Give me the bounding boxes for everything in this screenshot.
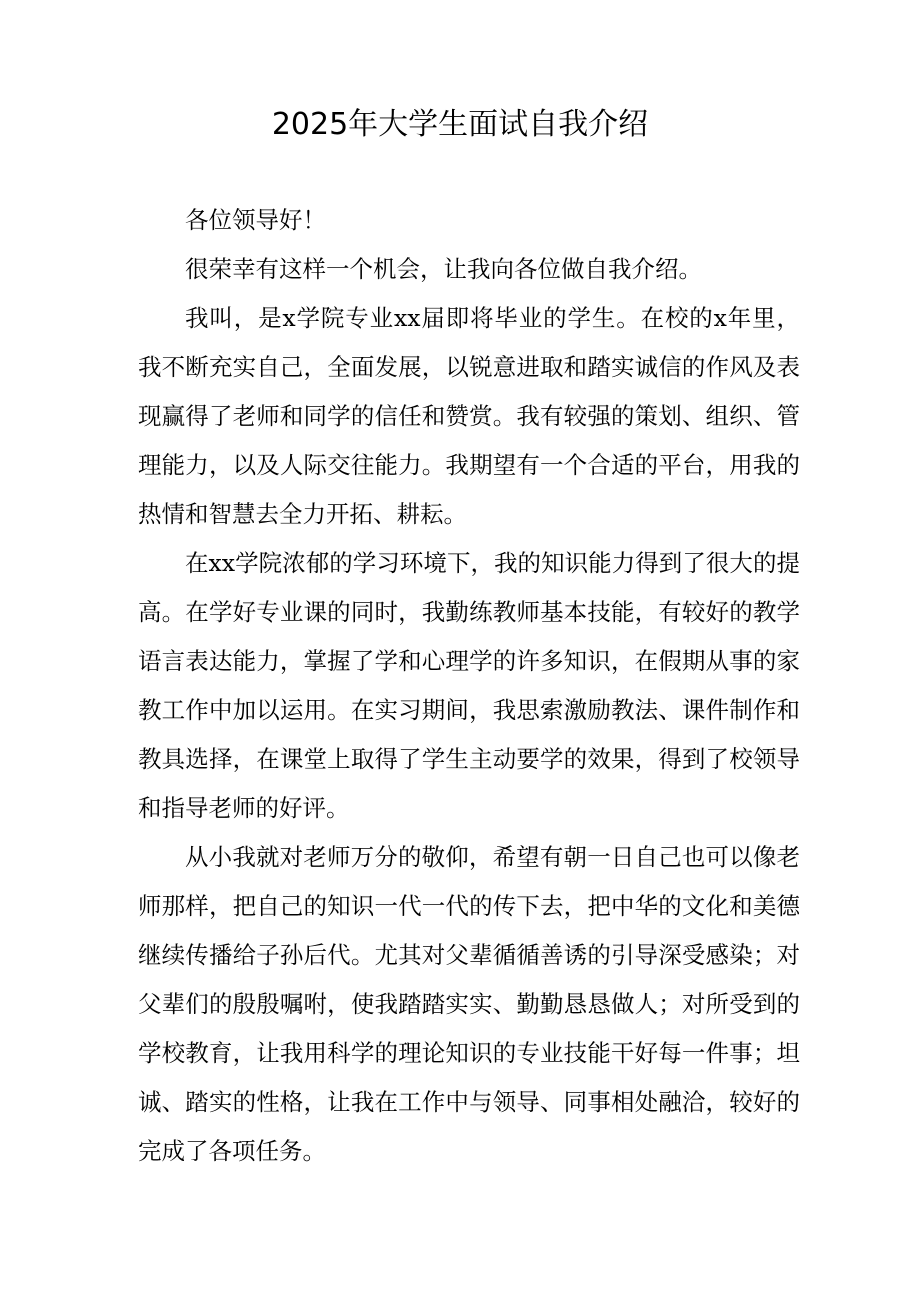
paragraph-self-intro: 我叫，是x学院专业xx届即将毕业的学生。在校的x年里，我不断充实自己，全面发展，以锐意进取和踏实诚信的作风及表现赢得了老师和同学的信任和赞赏。我有较强的策划、组织、管理能力，以及人际交往能力。我期望有一个合适的平台，用我的热情和智慧去全力开拓、耕耘。 [138,304,800,528]
document-title: 2025年大学生面试自我介绍 [271,107,649,142]
document-body [138,196,800,1176]
paragraph-opening: 很荣幸有这样一个机会，让我向各位做自我介绍。 [185,255,702,283]
paragraph-study: 在xx学院浓郁的学习环境下，我的知识能力得到了很大的提高。在学好专业课的同时，我勤练教师基本技能，有较好的教学语言表达能力，掌握了学和心理学的许多知识，在假期从事的家教工作中加以运用。在实习期间，我思索激励教法、课件制作和教具选择，在课堂上取得了学生主动要学的效果，得到了校领导和指导老师的好评。 [138,549,800,822]
paragraph-greeting: 各位领导好！ [185,206,326,234]
paragraph-aspiration: 从小我就对老师万分的敬仰，希望有朝一日自己也可以像老师那样，把自己的知识一代一代的传下去，把中华的文化和美德继续传播给子孙后代。尤其对父辈循循善诱的引导深受感染；对父辈们的殷殷嘱咐，使我踏踏实实、勤勤恳恳做人；对所受到的学校教育，让我用科学的理论知识的专业技能干好每一件事；坦诚、踏实的性格，让我在工作中与领导、同事相处融洽，较好的完成了各项任务。 [138,843,800,1165]
